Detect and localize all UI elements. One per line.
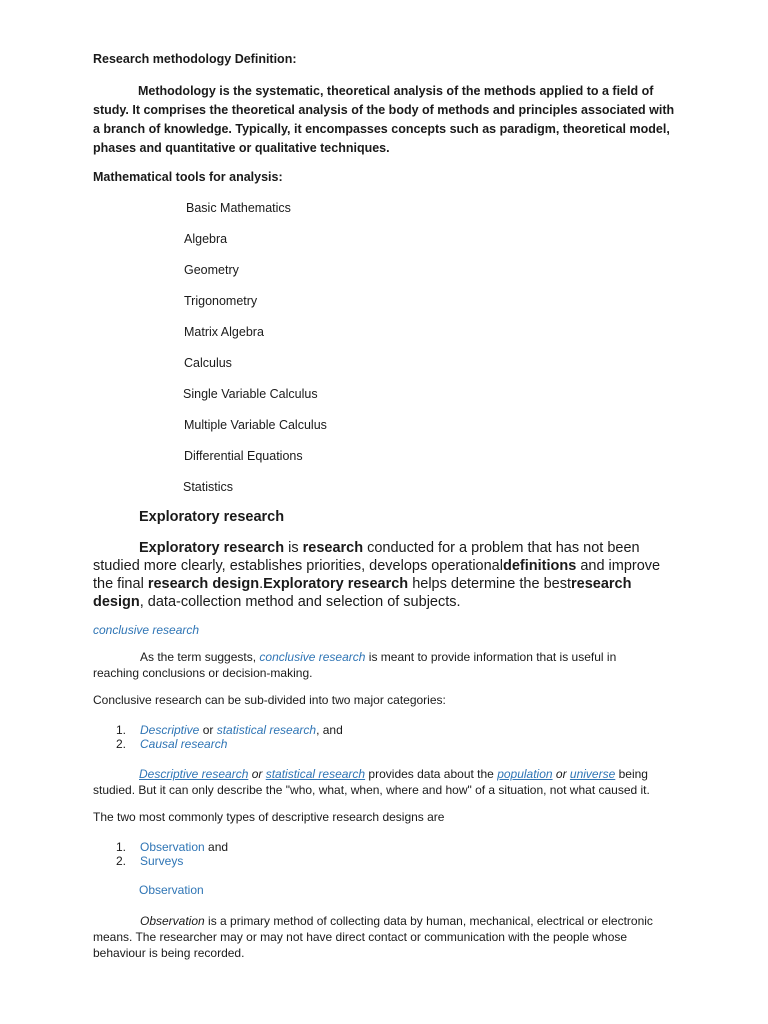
conclusive-paragraph [93, 649, 653, 681]
definition-paragraph [93, 82, 678, 158]
text: or [199, 723, 217, 737]
list-item [116, 853, 183, 869]
math-tool-item: Algebra [184, 232, 228, 246]
text: conducted for a problem that has not been studied more clearly, establishes priorities, develops operational [93, 540, 640, 574]
descriptive-designs-text: The two most commonly types of descriptive research designs are [93, 810, 445, 824]
research-design-term: research design [147, 576, 260, 592]
research-term: research [302, 540, 364, 556]
heading-conclusive: conclusive research [93, 623, 200, 637]
list-number: 1. [116, 840, 127, 854]
text: , data-collection method and selection of subjects. [139, 594, 461, 610]
text: helps determine the best [408, 576, 571, 592]
text: , and [316, 723, 343, 737]
population-link[interactable]: population [497, 767, 553, 781]
math-tool-item: Statistics [183, 480, 234, 494]
list-number: 1. [116, 723, 127, 737]
text: and [204, 840, 229, 854]
math-tool-item: Basic Mathematics [186, 201, 291, 215]
definitions-term: definitions [502, 558, 577, 574]
text: is [284, 540, 303, 556]
definition-text: Methodology is the systematic, theoretical analysis of the methods applied to a field of study. It comprises the theoretical analysis of the body of methods and principles associated with a branch of knowledge. Typically, it encompasses concepts such as paradigm, theoretical model, phases and quantitative or qualitative techniques. [93, 84, 675, 155]
text: is meant to provide information that is useful in reaching conclusions or decision-making. [93, 650, 617, 680]
list-number: 2. [116, 854, 127, 868]
descriptive-link[interactable]: Descriptive [140, 723, 200, 737]
text: provides data about the [365, 767, 498, 781]
heading-exploratory: Exploratory research [139, 509, 285, 525]
exploratory-term: Exploratory research [263, 576, 409, 592]
heading-research-methodology: Research methodology Definition: [93, 52, 297, 66]
math-tool-item: Single Variable Calculus [183, 387, 318, 401]
list-number: 2. [116, 737, 127, 751]
descriptive-research-link[interactable]: Descriptive research [139, 767, 249, 781]
text: or [552, 767, 570, 781]
text: As the term suggests, [140, 650, 260, 664]
universe-link[interactable]: universe [569, 767, 616, 781]
text: or [248, 767, 266, 781]
conclusive-categories-text: Conclusive research can be sub-divided into two major categories: [93, 693, 446, 707]
observation-paragraph [93, 913, 673, 961]
heading-observation: Observation [139, 883, 204, 897]
math-tool-item: Geometry [184, 263, 239, 277]
conclusive-research-link[interactable]: conclusive research [259, 650, 366, 664]
observation-link[interactable]: Observation [140, 840, 205, 854]
list-item [116, 736, 227, 752]
heading-math-tools: Mathematical tools for analysis: [93, 170, 283, 184]
math-tool-item: Matrix Algebra [184, 325, 264, 339]
descriptive-paragraph [93, 766, 668, 798]
observation-term: Observation [140, 914, 205, 928]
text: . [259, 576, 264, 592]
math-tool-item: Multiple Variable Calculus [184, 418, 327, 432]
math-tool-item: Trigonometry [184, 294, 258, 308]
math-tool-item: Calculus [184, 356, 232, 370]
statistical-research-link[interactable]: statistical research [265, 767, 366, 781]
statistical-research-link[interactable]: statistical research [216, 723, 317, 737]
text: is a primary method of collecting data by human, mechanical, electrical or electronic means. The researcher may or may not have direct contact or communication with the people whose behaviour is being recorded. [93, 914, 653, 960]
research-design-term: research design [93, 576, 632, 610]
causal-research-link[interactable]: Causal research [140, 737, 228, 751]
text: being studied. But it can only describe the "who, what, when, where and how" of a situation, not what caused it. [93, 767, 650, 797]
surveys-link[interactable]: Surveys [140, 854, 184, 868]
text: and improve the final [93, 558, 661, 592]
exploratory-term: Exploratory research [139, 540, 285, 556]
exploratory-paragraph [93, 539, 683, 611]
math-tool-item: Differential Equations [184, 449, 303, 463]
